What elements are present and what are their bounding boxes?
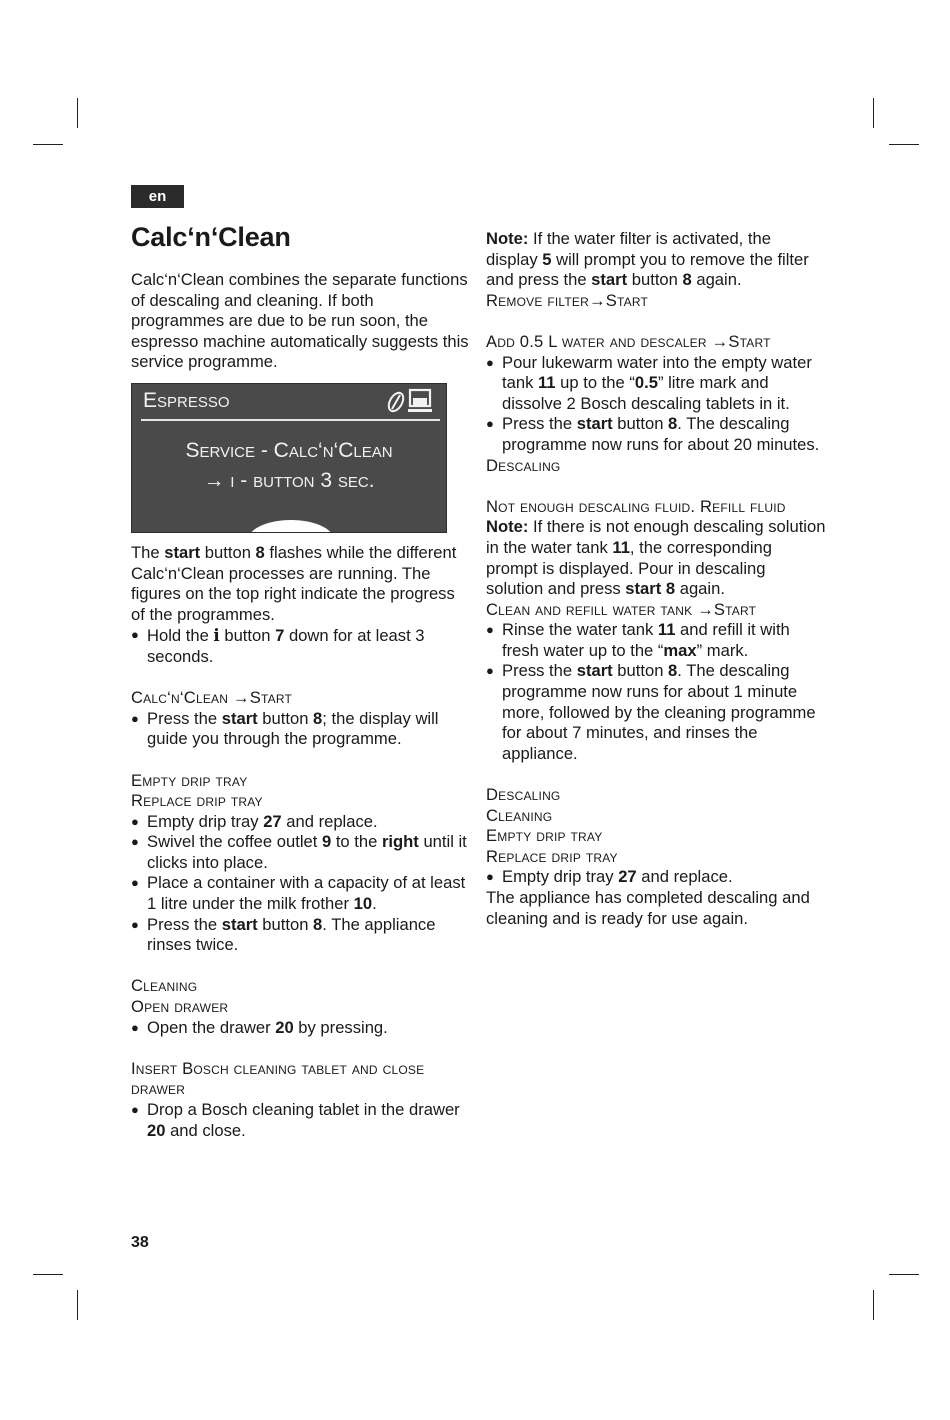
crop-mark — [889, 1274, 919, 1275]
machine-display — [131, 383, 447, 533]
page-number: 38 — [131, 1234, 149, 1251]
note-descaling-fluid: Note: If there is not enough descaling solution in the water tank 11, the corresponding prompt is displayed. Pour in descaling solution and press start 8 again. — [486, 517, 826, 599]
display-progress-icons — [384, 387, 434, 423]
display-prompt-heading: Cleaning — [486, 805, 553, 825]
crop-mark — [873, 1290, 874, 1320]
intro-paragraph: Calc‘n‘Clean combines the separate functions of descaling and cleaning. If both programmes are due to be run soon, the espresso machine automatically suggests this service programme. — [131, 270, 469, 372]
display-prompt-heading: Descaling — [486, 785, 561, 805]
list-item: ● Press the start button 8; the display will guide you through the programme. — [131, 709, 471, 750]
list-item: ● Hold the i button 7 down for at least 3 seconds. — [131, 625, 471, 667]
list-item: ● Place a container with a capacity of at least 1 litre under the milk frother 10. — [131, 873, 471, 914]
crop-mark — [873, 98, 874, 128]
list-item: ● Pour lukewarm water into the empty water tank 11 up to the “0.5” litre mark and dissolve 2 Bosch descaling tablets in it. — [486, 353, 826, 415]
note-filter: Note: If the water filter is activated, the display 5 will prompt you to remove the filter and press the start button 8 again. — [486, 229, 809, 290]
left-column — [131, 270, 471, 1141]
display-prompt-heading: Add 0.5 L water and descaler →Start — [486, 331, 771, 351]
display-prompt-heading: Remove filter→Start — [486, 290, 649, 310]
list-item: ● Open the drawer 20 by pressing. — [131, 1018, 471, 1039]
crop-mark — [77, 1290, 78, 1320]
display-top-text: Espresso — [143, 388, 230, 412]
display-prompt-heading: Replace drip tray — [131, 791, 263, 811]
list-item: ● Rinse the water tank 11 and refill it with fresh water up to the “max” mark. — [486, 620, 826, 661]
crop-mark — [77, 98, 78, 128]
display-prompt-heading: Descaling — [486, 455, 561, 475]
display-prompt-heading: Empty drip tray — [131, 770, 248, 790]
display-prompt-heading: Cleaning — [131, 976, 198, 996]
crop-mark — [33, 144, 63, 145]
display-prompt-heading: Empty drip tray — [486, 826, 603, 846]
display-prompt-heading: Calc‘n‘Clean →Start — [131, 688, 292, 708]
cup-icon — [408, 390, 432, 412]
list-item: ● Drop a Bosch cleaning tablet in the drawer 20 and close. — [131, 1100, 471, 1141]
display-divider — [141, 419, 440, 421]
list-item: ● Press the start button 8. The appliance rinses twice. — [131, 915, 471, 956]
coffee-bean-icon — [386, 390, 406, 413]
right-column — [486, 229, 826, 929]
display-message-line2: → i - button 3 sec. — [203, 468, 375, 492]
crop-mark — [33, 1274, 63, 1275]
crop-mark — [889, 144, 919, 145]
page-title: Calc‘n‘Clean — [131, 222, 291, 252]
list-item: ● Empty drip tray 27 and replace. — [131, 812, 471, 833]
language-tab: en — [131, 185, 184, 208]
list-item: ● Press the start button 8. The descaling programme now runs for about 1 minute more, followed by the cleaning programme for about 7 minutes, and rinses the appliance. — [486, 661, 826, 764]
list-item: ● Empty drip tray 27 and replace. — [486, 867, 826, 888]
display-prompt-heading: Open drawer — [131, 997, 229, 1017]
list-item: ● Press the start button 8. The descaling programme now runs for about 20 minutes. — [486, 414, 826, 455]
display-prompt-heading: Clean and refill water tank →Start — [486, 599, 757, 619]
display-prompt-heading: Replace drip tray — [486, 846, 618, 866]
display-prompt-heading: Not enough descaling fluid. Refill fluid — [486, 496, 786, 516]
paragraph-start-flashes: The start button 8 flashes while the different Calc‘n‘Clean processes are running. The figures on the top right indicate the progress of the programmes. — [131, 542, 457, 624]
display-message-line1: Service - Calc‘n‘Clean — [185, 438, 393, 462]
list-item: ● Swivel the coffee outlet 9 to the right until it clicks into place. — [131, 832, 471, 873]
display-dial — [248, 520, 334, 533]
display-prompt-heading: Insert Bosch cleaning tablet and close drawer — [131, 1058, 425, 1099]
final-paragraph: The appliance has completed descaling and cleaning and is ready for use again. — [486, 888, 810, 928]
